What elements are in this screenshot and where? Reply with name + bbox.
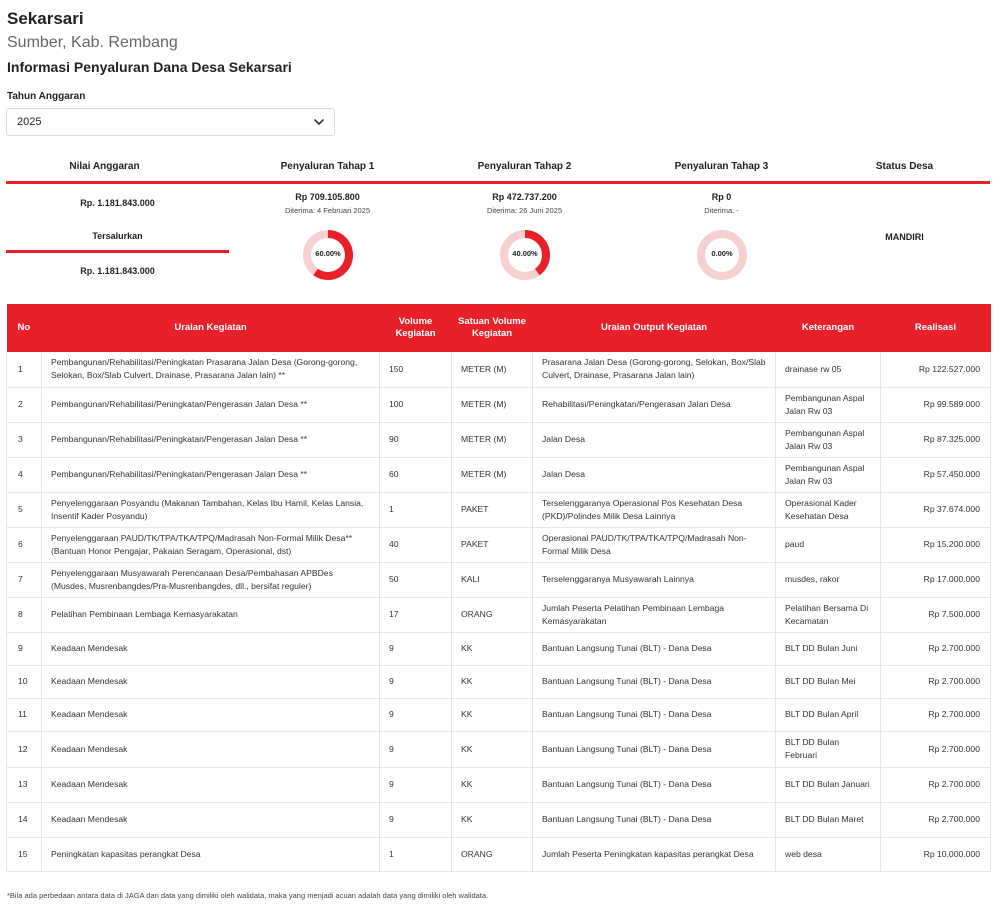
stage-1-donut: [302, 229, 354, 281]
summary-header-budget: Nilai Anggaran: [69, 161, 140, 172]
cell-output: Jalan Desa: [533, 457, 776, 492]
cell-realisasi: Rp 2.700.000: [881, 767, 991, 802]
cell-volume: 9: [380, 698, 452, 731]
cell-realisasi: Rp 7.500.000: [881, 597, 991, 632]
cell-volume: 9: [380, 731, 452, 767]
cell-keterangan: drainase rw 05: [776, 352, 881, 387]
cell-uraian: Pembangunan/Rehabilitasi/Peningkatan/Pengerasan Jalan Desa **: [42, 457, 380, 492]
cell-output: Operasional PAUD/TK/TPA/TKA/TPQ/Madrasah Non-Formal Milik Desa: [533, 527, 776, 562]
cell-no: 8: [7, 597, 42, 632]
cell-uraian: Keadaan Mendesak: [42, 731, 380, 767]
cell-volume: 1: [380, 492, 452, 527]
year-select-value: 2025: [17, 116, 42, 128]
cell-no: 11: [7, 698, 42, 731]
table-row: [7, 562, 991, 597]
budget-amount: Rp. 1.181.843.000: [80, 198, 155, 208]
cell-uraian: Pelatihan Pembinaan Lembaga Kemasyarakatan: [42, 597, 380, 632]
cell-no: 1: [7, 352, 42, 387]
cell-satuan: KK: [452, 731, 533, 767]
col-header-output: Uraian Output Kegiatan: [533, 304, 776, 352]
col-header-uraian: Uraian Kegiatan: [42, 304, 380, 352]
cell-output: Jumlah Peserta Pelatihan Pembinaan Lembaga Kemasyarakatan: [533, 597, 776, 632]
cell-output: Terselenggaranya Musyawarah Lainnya: [533, 562, 776, 597]
stage-2-amount: Rp 472.737.200: [492, 192, 557, 202]
cell-satuan: KALI: [452, 562, 533, 597]
table-row: [7, 352, 991, 387]
cell-keterangan: Operasional Kader Kesehatan Desa: [776, 492, 881, 527]
village-location: Sumber, Kab. Rembang: [7, 34, 178, 51]
cell-volume: 50: [380, 562, 452, 597]
cell-output: Bantuan Langsung Tunai (BLT) - Dana Desa: [533, 767, 776, 802]
stage-2-percent: 40.00%: [512, 249, 538, 258]
cell-no: 6: [7, 527, 42, 562]
cell-satuan: ORANG: [452, 597, 533, 632]
stage-3-donut: [696, 229, 748, 281]
cell-uraian: Keadaan Mendesak: [42, 698, 380, 731]
cell-output: Prasarana Jalan Desa (Gorong-gorong, Selokan, Box/Slab Culvert, Drainase, Prasarana Jalan lain): [533, 352, 776, 387]
cell-no: 14: [7, 802, 42, 837]
stage-1-percent: 60.00%: [315, 249, 341, 258]
stage-2-donut: [499, 229, 551, 281]
cell-output: Bantuan Langsung Tunai (BLT) - Dana Desa: [533, 802, 776, 837]
cell-uraian: Pembangunan/Rehabilitasi/Peningkatan Prasarana Jalan Desa (Gorong-gorong, Selokan, Box/Slab Culvert, Drainase, Prasarana Jalan lain) **: [42, 352, 380, 387]
table-row: [7, 527, 991, 562]
cell-volume: 9: [380, 802, 452, 837]
cell-satuan: PAKET: [452, 492, 533, 527]
cell-output: Rehabilitasi/Peningkatan/Pengerasan Jalan Desa: [533, 387, 776, 422]
summary-col-budget: [6, 158, 203, 176]
cell-keterangan: Pembangunan Aspal Jalan Rw 03: [776, 387, 881, 422]
cell-no: 3: [7, 422, 42, 457]
cell-no: 12: [7, 731, 42, 767]
cell-volume: 100: [380, 387, 452, 422]
cell-satuan: METER (M): [452, 422, 533, 457]
cell-volume: 60: [380, 457, 452, 492]
cell-satuan: KK: [452, 802, 533, 837]
stage-3-percent: 0.00%: [711, 249, 733, 258]
cell-volume: 1: [380, 837, 452, 871]
cell-uraian: Keadaan Mendesak: [42, 632, 380, 665]
cell-volume: 9: [380, 665, 452, 698]
table-row: [7, 767, 991, 802]
cell-keterangan: BLT DD Bulan Maret: [776, 802, 881, 837]
cell-uraian: Penyelenggaraan Posyandu (Makanan Tambahan, Kelas Ibu Hamil, Kelas Lansia, Insentif Kader Posyandu): [42, 492, 380, 527]
cell-satuan: KK: [452, 665, 533, 698]
cell-output: Bantuan Langsung Tunai (BLT) - Dana Desa: [533, 731, 776, 767]
stage-2-received: Diterima: 26 Juni 2025: [486, 206, 563, 215]
col-header-satuan: Satuan Volume Kegiatan: [452, 304, 533, 352]
table-row: [7, 632, 991, 665]
cell-realisasi: Rp 2.700.000: [881, 698, 991, 731]
table-body: [7, 352, 991, 871]
cell-output: Jalan Desa: [533, 422, 776, 457]
table-row: [7, 387, 991, 422]
cell-volume: 40: [380, 527, 452, 562]
cell-uraian: Penyelenggaraan PAUD/TK/TPA/TKA/TPQ/Madrasah Non-Formal Milik Desa** (Bantuan Honor Pengajar, Pakaian Seragam, Operasional, dst): [42, 527, 380, 562]
cell-realisasi: Rp 2.700.000: [881, 802, 991, 837]
disbursed-label: Tersalurkan: [92, 231, 143, 241]
cell-realisasi: Rp 57.450.000: [881, 457, 991, 492]
summary-header-status: Status Desa: [875, 161, 934, 172]
summary-header-stage-1: Penyaluran Tahap 1: [280, 161, 375, 172]
cell-keterangan: musdes, rakor: [776, 562, 881, 597]
table-row: [7, 802, 991, 837]
cell-uraian: Keadaan Mendesak: [42, 802, 380, 837]
footnote: *Bila ada perbedaan antara data di JAGA dan data yang dimiliki oleh walidata, maka yang menjadi acuan adalah data yang dimiliki oleh walidata.: [7, 891, 489, 900]
cell-uraian: Peningkatan kapasitas perangkat Desa: [42, 837, 380, 871]
summary-header-stage-2: Penyaluran Tahap 2: [477, 161, 572, 172]
cell-no: 5: [7, 492, 42, 527]
summary-col-stage-1: [229, 158, 426, 176]
cell-volume: 17: [380, 597, 452, 632]
cell-uraian: Pembangunan/Rehabilitasi/Peningkatan/Pengerasan Jalan Desa **: [42, 422, 380, 457]
cell-uraian: Keadaan Mendesak: [42, 767, 380, 802]
col-header-no: No: [7, 304, 42, 352]
cell-realisasi: Rp 15.200.000: [881, 527, 991, 562]
cell-realisasi: Rp 2.700.000: [881, 731, 991, 767]
col-header-keterangan: Keterangan: [776, 304, 881, 352]
cell-realisasi: Rp 122.527.000: [881, 352, 991, 387]
cell-uraian: Pembangunan/Rehabilitasi/Peningkatan/Pengerasan Jalan Desa **: [42, 387, 380, 422]
cell-output: Bantuan Langsung Tunai (BLT) - Dana Desa: [533, 698, 776, 731]
stage-1-received: Diterima: 4 Februari 2025: [284, 206, 371, 215]
table-row: [7, 492, 991, 527]
cell-realisasi: Rp 10.000.000: [881, 837, 991, 871]
cell-satuan: PAKET: [452, 527, 533, 562]
summary-col-stage-2: [426, 158, 623, 176]
year-select[interactable]: [6, 108, 335, 136]
cell-output: Terselenggaranya Operasional Pos Kesehatan Desa (PKD)/Polindes Milik Desa Lainnya: [533, 492, 776, 527]
cell-satuan: METER (M): [452, 457, 533, 492]
disbursed-divider: [6, 250, 229, 253]
col-header-realisasi: Realisasi: [881, 304, 991, 352]
cell-no: 13: [7, 767, 42, 802]
stage-3-amount: Rp 0: [711, 192, 732, 202]
cell-output: Jumlah Peserta Peningkatan kapasitas perangkat Desa: [533, 837, 776, 871]
year-filter-label: Tahun Anggaran: [7, 91, 86, 102]
cell-keterangan: Pembangunan Aspal Jalan Rw 03: [776, 422, 881, 457]
stage-3-received: Diterima: -: [704, 206, 739, 215]
cell-realisasi: Rp 2.700.000: [881, 632, 991, 665]
status-badge: MANDIRI: [885, 232, 924, 242]
table-row: [7, 597, 991, 632]
cell-keterangan: paud: [776, 527, 881, 562]
cell-realisasi: Rp 17.000.000: [881, 562, 991, 597]
activities-table: [6, 304, 991, 872]
cell-uraian: Penyelenggaraan Musyawarah Perencanaan Desa/Pembahasan APBDes (Musdes, Musrenbangdes/Pra-Musrenbangdes, dll., bersifat reguler): [42, 562, 380, 597]
cell-keterangan: BLT DD Bulan Juni: [776, 632, 881, 665]
table-row: [7, 457, 991, 492]
cell-output: Bantuan Langsung Tunai (BLT) - Dana Desa: [533, 665, 776, 698]
cell-no: 7: [7, 562, 42, 597]
summary-col-status: [806, 158, 1000, 176]
chevron-down-icon: [313, 116, 325, 128]
cell-realisasi: Rp 99.589.000: [881, 387, 991, 422]
cell-volume: 9: [380, 767, 452, 802]
cell-realisasi: Rp 87.325.000: [881, 422, 991, 457]
table-row: [7, 422, 991, 457]
cell-no: 2: [7, 387, 42, 422]
cell-volume: 90: [380, 422, 452, 457]
cell-no: 10: [7, 665, 42, 698]
village-name: Sekarsari: [7, 9, 84, 28]
table-row: [7, 731, 991, 767]
disbursed-amount: Rp. 1.181.843.000: [80, 266, 155, 276]
table-header-row: [7, 304, 991, 352]
summary-panel: [6, 158, 990, 288]
cell-volume: 9: [380, 632, 452, 665]
cell-no: 15: [7, 837, 42, 871]
cell-realisasi: Rp 2.700.000: [881, 665, 991, 698]
cell-no: 4: [7, 457, 42, 492]
table-row: [7, 837, 991, 871]
stage-1-amount: Rp 709.105.800: [295, 192, 360, 202]
cell-keterangan: Pembangunan Aspal Jalan Rw 03: [776, 457, 881, 492]
cell-output: Bantuan Langsung Tunai (BLT) - Dana Desa: [533, 632, 776, 665]
cell-keterangan: BLT DD Bulan Februari: [776, 731, 881, 767]
cell-satuan: ORANG: [452, 837, 533, 871]
cell-keterangan: BLT DD Bulan Mei: [776, 665, 881, 698]
summary-header-stage-3: Penyaluran Tahap 3: [674, 161, 769, 172]
cell-satuan: METER (M): [452, 352, 533, 387]
col-header-volume: Volume Kegiatan: [380, 304, 452, 352]
cell-keterangan: web desa: [776, 837, 881, 871]
cell-keterangan: BLT DD Bulan Januari: [776, 767, 881, 802]
cell-realisasi: Rp 37.674.000: [881, 492, 991, 527]
cell-satuan: KK: [452, 767, 533, 802]
cell-satuan: KK: [452, 698, 533, 731]
summary-divider: [6, 181, 990, 184]
cell-satuan: KK: [452, 632, 533, 665]
cell-uraian: Keadaan Mendesak: [42, 665, 380, 698]
cell-keterangan: Pelatihan Bersama Di Kecamatan: [776, 597, 881, 632]
cell-no: 9: [7, 632, 42, 665]
cell-satuan: METER (M): [452, 387, 533, 422]
cell-keterangan: BLT DD Bulan April: [776, 698, 881, 731]
cell-volume: 150: [380, 352, 452, 387]
table-row: [7, 665, 991, 698]
summary-col-stage-3: [623, 158, 820, 176]
table-row: [7, 698, 991, 731]
page-title: Informasi Penyaluran Dana Desa Sekarsari: [7, 59, 292, 75]
